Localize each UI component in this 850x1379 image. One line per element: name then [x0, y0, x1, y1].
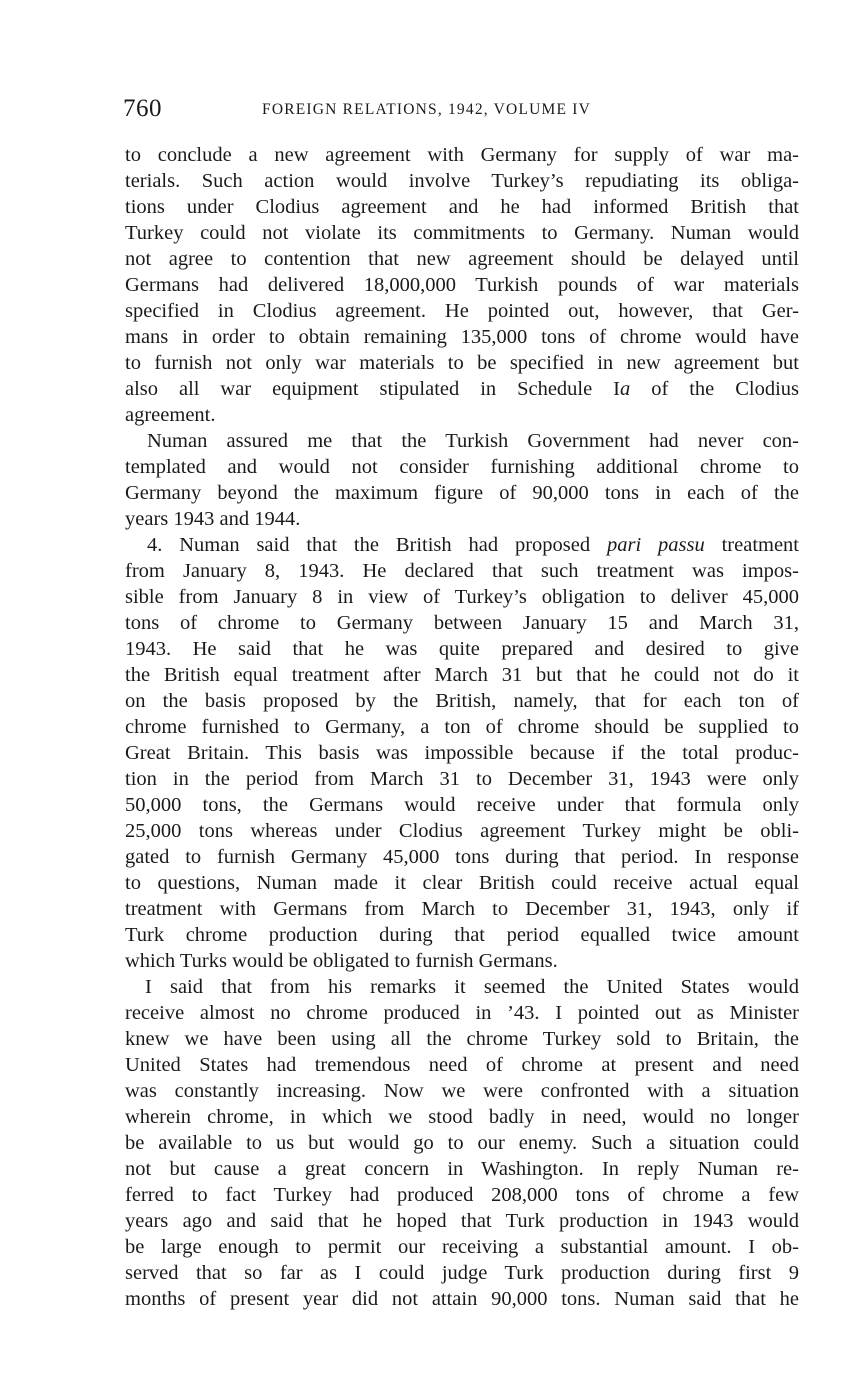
text-line: Germany beyond the maximum figure of 90,000 tons in each of the: [125, 482, 799, 504]
text-line: to furnish not only war materials to be specified in new agreement but: [125, 352, 799, 374]
text-line: knew we have been using all the chrome Turkey sold to Britain, the: [125, 1028, 799, 1050]
text-line: 50,000 tons, the Germans would receive under that formula only: [125, 794, 799, 816]
text-line: years ago and said that he hoped that Turk production in 1943 would: [125, 1210, 799, 1232]
text-line: Turkey could not violate its commitments to Germany. Numan would: [125, 222, 799, 244]
italic-text: a: [620, 378, 631, 400]
text-line: ferred to fact Turkey had produced 208,000 tons of chrome a few: [125, 1184, 799, 1206]
text-line: which Turks would be obligated to furnish Germans.: [125, 950, 558, 972]
text-line: from January 8, 1943. He declared that such treatment was impos-: [125, 560, 799, 582]
text-line: served that so far as I could judge Turk production during first 9: [125, 1262, 799, 1284]
italic-text: pari passu: [606, 534, 705, 556]
text-line: 1943. He said that he was quite prepared and desired to give: [125, 638, 799, 660]
text-line: Turk chrome production during that period equalled twice amount: [125, 924, 799, 946]
text-line: templated and would not consider furnishing additional chrome to: [125, 456, 799, 478]
text-line: sible from January 8 in view of Turkey’s obligation to deliver 45,000: [125, 586, 799, 608]
text-line: to questions, Numan made it clear British could receive actual equal: [125, 872, 799, 894]
text-line: 25,000 tons whereas under Clodius agreement Turkey might be obli-: [125, 820, 799, 842]
text-line: on the basis proposed by the British, namely, that for each ton of: [125, 690, 799, 712]
text-line: treatment with Germans from March to December 31, 1943, only if: [125, 898, 799, 920]
text-line: the British equal treatment after March 31 but that he could not do it: [125, 664, 799, 686]
text-line: I said that from his remarks it seemed the United States would: [145, 976, 799, 998]
text-line: wherein chrome, in which we stood badly in need, would no longer: [125, 1106, 799, 1128]
text-line: years 1943 and 1944.: [125, 508, 301, 530]
text-line: specified in Clodius agreement. He pointed out, however, that Ger-: [125, 300, 799, 322]
text-segment: also all war equipment stipulated in Schedule I: [125, 378, 620, 400]
text-line: tons of chrome to Germany between January 15 and March 31,: [125, 612, 799, 634]
text-line: not but cause a great concern in Washington. In reply Numan re-: [125, 1158, 799, 1180]
running-head: FOREIGN RELATIONS, 1942, VOLUME IV: [262, 101, 591, 118]
text-line: to conclude a new agreement with Germany for supply of war ma-: [125, 144, 799, 166]
text-line: terials. Such action would involve Turkey’s repudiating its obliga-: [125, 170, 799, 192]
text-line: agreement.: [125, 404, 216, 426]
text-line: [125, 376, 799, 402]
text-line: [125, 532, 799, 558]
text-line: United States had tremendous need of chrome at present and need: [125, 1054, 799, 1076]
text-line: months of present year did not attain 90,000 tons. Numan said that he: [125, 1288, 799, 1310]
text-segment: 4. Numan said that the British had proposed: [147, 534, 607, 556]
text-line: receive almost no chrome produced in ’43. I pointed out as Minister: [125, 1002, 799, 1024]
text-line: tions under Clodius agreement and he had informed British that: [125, 196, 799, 218]
text-line: mans in order to obtain remaining 135,000 tons of chrome would have: [125, 326, 799, 348]
body-text: [125, 142, 799, 1312]
page-number: 760: [123, 95, 162, 122]
text-line: tion in the period from March 31 to December 31, 1943 were only: [125, 768, 799, 790]
text-line: be available to us but would go to our enemy. Such a situation could: [125, 1132, 799, 1154]
text-line: Numan assured me that the Turkish Government had never con-: [147, 430, 799, 452]
text-segment: treatment: [704, 534, 799, 556]
text-line: chrome furnished to Germany, a ton of chrome should be supplied to: [125, 716, 799, 738]
text-line: was constantly increasing. Now we were confronted with a situation: [125, 1080, 799, 1102]
text-segment: of the Clodius: [630, 378, 799, 400]
text-line: be large enough to permit our receiving a substantial amount. I ob-: [125, 1236, 799, 1258]
text-line: Germans had delivered 18,000,000 Turkish pounds of war materials: [125, 274, 799, 296]
text-line: Great Britain. This basis was impossible because if the total produc-: [125, 742, 799, 764]
text-line: gated to furnish Germany 45,000 tons during that period. In response: [125, 846, 799, 868]
text-line: not agree to contention that new agreement should be delayed until: [125, 248, 799, 270]
